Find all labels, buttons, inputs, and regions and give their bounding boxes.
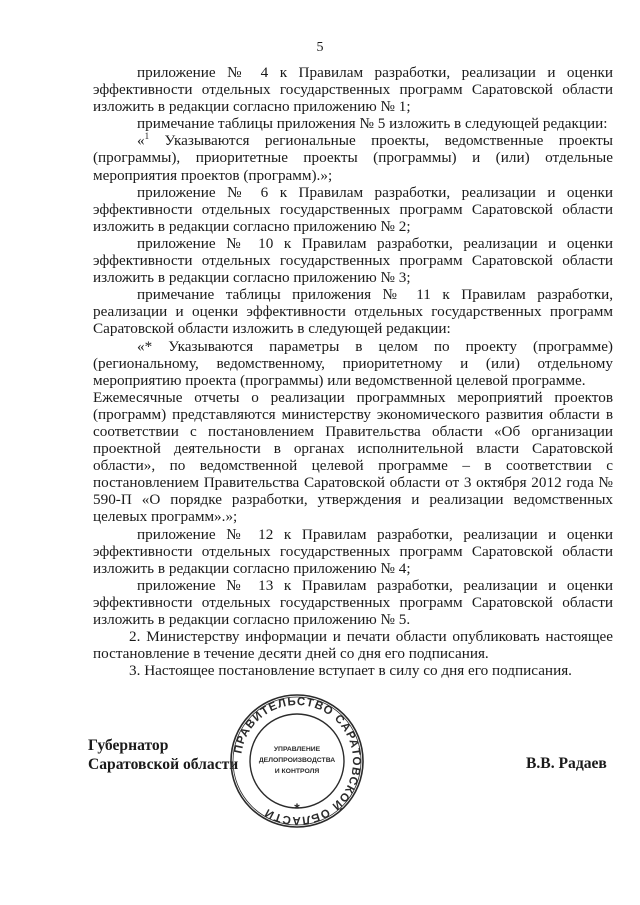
paragraph: Ежемесячные отчеты о реализации программных мероприятий проектов (программ) представляются министерству экономического развития области в соответствии с постановлением Правительства области «Об организации проектной деятельности в органах исполнительной власти Саратовской области», по ведомственной целевой программе – в соответствии с постановлением Правительства Саратовской области от 3 октября 2012 года № 590-П «О порядке разработки, утверждения и реализации ведомственных целевых программ».»; <box>93 388 613 526</box>
stamp-outer-text: ПРАВИТЕЛЬСТВО САРАТОВСКОЙ ОБЛАСТИ <box>232 695 363 827</box>
stamp-inner-line3: И КОНТРОЛЯ <box>274 768 320 775</box>
paragraph <box>93 132 613 183</box>
signatory-title <box>88 736 238 774</box>
official-stamp-icon <box>229 693 365 829</box>
quote-mark: « <box>137 132 145 150</box>
paragraph: приложение № 10 к Правилам разработки, реализации и оценки эффективности отдельных государственных программ Саратовской области изложить в редакции согласно приложению № 3; <box>93 234 613 287</box>
paragraph: 2. Министерству информации и печати области опубликовать настоящее постановление в течение десяти дней со дня его подписания. <box>93 628 613 663</box>
signatory-title-line1: Губернатор <box>88 737 169 754</box>
paragraph: приложение № 12 к Правилам разработки, реализации и оценки эффективности отдельных государственных программ Саратовской области изложить в редакции согласно приложению № 4; <box>93 525 613 577</box>
stamp-inner-line1: УПРАВЛЕНИЕ <box>273 746 321 753</box>
paragraph-text: Указываются региональные проекты, ведомственные проекты (программы), приоритетные проекты (программы) и (или) отдельные мероприятия проектов (программ).»; <box>93 132 613 184</box>
paragraph: приложение № 6 к Правилам разработки, реализации и оценки эффективности отдельных государственных программ Саратовской области изложить в редакции согласно приложению № 2; <box>93 183 613 235</box>
paragraph: примечание таблицы приложения № 5 изложить в следующей редакции: <box>137 115 608 133</box>
signatory-title-line2: Саратовской области <box>88 756 239 773</box>
document-body <box>93 64 613 679</box>
paragraph: «* Указываются параметры в целом по проекту (программе) (региональному, ведомственному, приоритетному и (или) отдельному мероприятию проекта (программы) или ведомственной целевой программе. <box>93 337 613 389</box>
paragraph: приложение № 4 к Правилам разработки, реализации и оценки эффективности отдельных государственных программ Саратовской области изложить в редакции согласно приложению № 1; <box>93 64 613 116</box>
paragraph: приложение № 13 к Правилам разработки, реализации и оценки эффективности отдельных государственных программ Саратовской области изложить в редакции согласно приложению № 5. <box>93 576 613 628</box>
page-number: 5 <box>316 40 324 55</box>
paragraph: 3. Настоящее постановление вступает в силу со дня его подписания. <box>129 662 572 680</box>
stamp-inner-line2: ДЕЛОПРОИЗВОДСТВА <box>258 757 336 764</box>
footnote-marker: 1 <box>144 131 150 142</box>
stamp-star: * <box>294 800 300 816</box>
signatory-name: В.В. Радаев <box>526 755 607 772</box>
paragraph: примечание таблицы приложения № 11 к Правилам разработки, реализации и оценки эффективности отдельных государственных программ Саратовской области изложить в следующей редакции: <box>93 286 613 338</box>
